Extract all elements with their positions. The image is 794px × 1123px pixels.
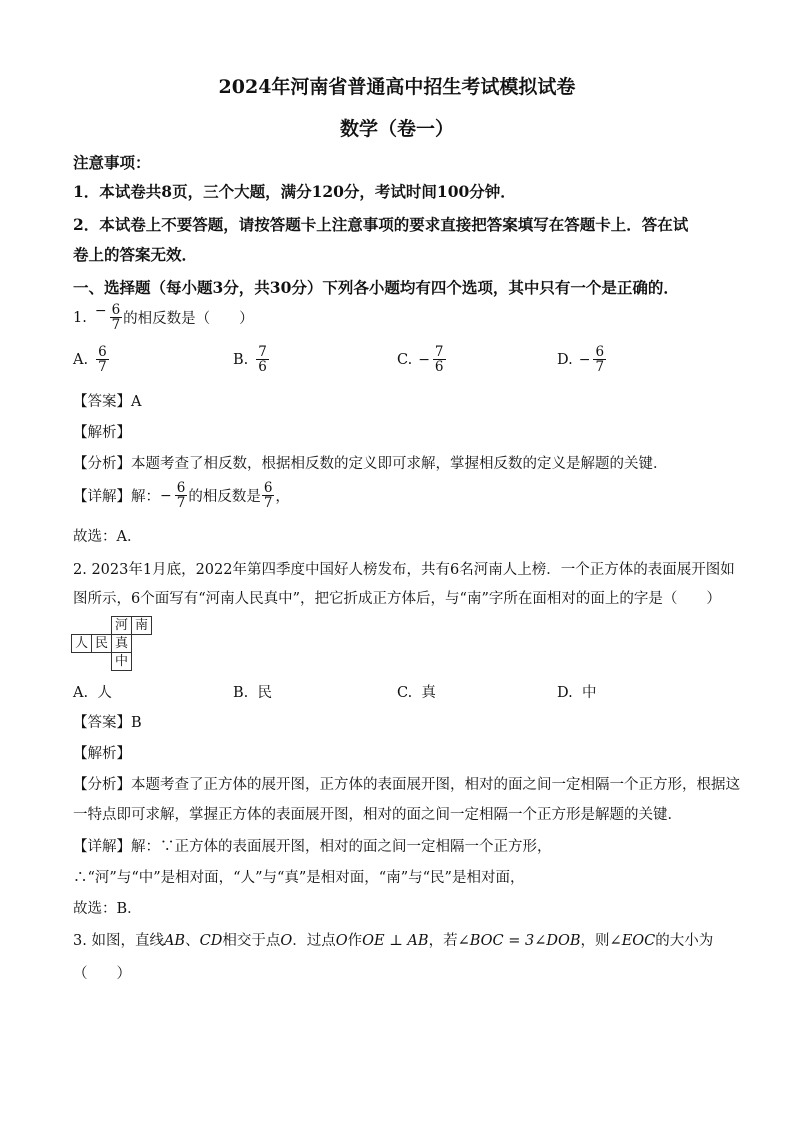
- answer-line-1: [73, 390, 141, 411]
- denominator: 7: [98, 359, 107, 376]
- negative-sign: −: [418, 351, 430, 368]
- detail-mid: 的相反数是: [188, 489, 261, 506]
- fraction: [110, 303, 123, 332]
- detail-tag: 【详解】: [73, 489, 131, 506]
- fenxi-2-line2: 一特点即可求解，掌握正方体的表面展开图，相对的面之间一定相隔一个正方形是解题的关键．: [73, 807, 682, 823]
- net-cell: 中: [112, 653, 132, 671]
- q2-option-a: [73, 681, 112, 702]
- option-b: [233, 345, 270, 374]
- question-3-line1: [73, 929, 713, 950]
- option-text: 真: [421, 685, 436, 701]
- section-heading: 一、选择题（每小题3分，共30分）下列各小题均有四个选项，其中只有一个是正确的．: [73, 278, 679, 297]
- analysis-tag-1: 【解析】: [73, 425, 131, 441]
- option-fraction: [256, 345, 269, 374]
- q2-option-c: [397, 681, 436, 702]
- question-2-line1: 2. 2023年1月底，2022年第四季度中国好人榜发布，共有6名河南人上榜．一个正方体的表面展开图如: [73, 562, 735, 578]
- q3-sep: 、: [185, 933, 200, 949]
- numerator: 6: [176, 480, 186, 496]
- denominator: 7: [595, 359, 605, 376]
- net-cell: 南: [132, 617, 152, 635]
- answer-tag: 【答案】: [73, 394, 131, 410]
- point-o: O: [280, 933, 293, 949]
- question-number: 3.: [73, 933, 87, 949]
- fenxi-2-line1: [73, 773, 740, 794]
- cube-net: [71, 616, 152, 671]
- line-cd: CD: [199, 933, 223, 949]
- option-text: 民: [257, 685, 272, 701]
- net-cell: 民: [92, 635, 112, 653]
- fenxi-tag: 【分析】: [73, 456, 131, 472]
- q3-text: ，若: [428, 933, 458, 949]
- option-label: A.: [73, 685, 89, 701]
- perpendicular-expr: OE ⊥ AB: [362, 933, 429, 949]
- q3-text: 相交于点: [222, 933, 281, 949]
- q3-text: ．过点: [292, 933, 336, 949]
- q2-option-b: [233, 681, 272, 702]
- denominator: 6: [258, 359, 267, 376]
- q2-option-d: [557, 681, 596, 702]
- option-label: B.: [233, 351, 249, 368]
- question-number: 1.: [73, 309, 87, 326]
- numerator: 6: [595, 344, 605, 360]
- question-2-line2: 图所示，6个面写有“河南人民真中”，把它折成正方体后，与“南”字所在面相对的面上的字是（ ）: [73, 591, 721, 607]
- detail-end: ，: [275, 489, 290, 506]
- option-text: 人: [97, 685, 112, 701]
- q3-text: ，则: [580, 933, 610, 949]
- point-o: O: [335, 933, 348, 949]
- answer-value: B: [131, 715, 142, 731]
- fenxi-text: 本题考查了相反数，根据相反数的定义即可求解，掌握相反数的定义是解题的关键．: [131, 456, 668, 472]
- option-label: D.: [557, 685, 573, 701]
- option-d: [557, 345, 607, 374]
- detail-prefix: 解：: [131, 489, 160, 506]
- analysis-tag-2: 【解析】: [73, 746, 131, 762]
- detail-tag: 【详解】: [73, 839, 131, 855]
- question-1-stem: [73, 303, 254, 332]
- fraction: [175, 481, 188, 510]
- denominator: 7: [176, 495, 186, 512]
- option-label: C.: [397, 685, 413, 701]
- question-3-line2: （ ）: [73, 966, 131, 982]
- angle-equation: ∠BOC = 3∠DOB: [457, 933, 581, 949]
- q3-text: 作: [347, 933, 363, 949]
- notice-item-1: 1．本试卷共8页，三个大题，满分120分，考试时间100分钟．: [73, 182, 516, 201]
- option-label: B.: [233, 685, 249, 701]
- detail-2: [73, 835, 552, 856]
- notice-heading: 注意事项：: [73, 153, 151, 172]
- option-a: [73, 345, 110, 374]
- fraction: [262, 481, 275, 510]
- net-cell: 河: [112, 617, 132, 635]
- option-fraction: [433, 345, 446, 374]
- numerator: 6: [111, 302, 121, 318]
- negative-sign: −: [94, 303, 107, 319]
- line-ab: AB: [163, 933, 186, 949]
- q3-text: 的大小为: [655, 933, 714, 949]
- therefore-2: ∴“河”与“中”是相对面，“人”与“真”是相对面，“南”与“民”是相对面，: [73, 870, 525, 886]
- option-c: [397, 345, 447, 374]
- answer-line-2: [73, 711, 142, 732]
- denominator: 7: [263, 495, 273, 512]
- angle-eoc: ∠EOC: [609, 933, 656, 949]
- numerator: 6: [98, 344, 107, 360]
- detail-1: [73, 481, 290, 510]
- question-text: 的相反数是（ ）: [123, 311, 254, 328]
- q3-text: 如图，直线: [91, 933, 164, 949]
- negative-sign: −: [160, 487, 172, 504]
- numerator: 7: [258, 344, 267, 360]
- option-label: C.: [397, 351, 413, 368]
- denominator: 6: [434, 359, 444, 376]
- option-text: 中: [581, 685, 597, 701]
- fenxi-text: 本题考查了正方体的展开图，正方体的表面展开图，相对的面之间一定相隔一个正方形，根据这: [131, 777, 740, 793]
- option-fraction: [593, 345, 606, 374]
- notice-item-2-line1: 2．本试卷上不要答题，请按答题卡上注意事项的要求直接把答案填写在答题卡上．答在试: [73, 215, 689, 234]
- detail-text: 解：∵正方体的表面展开图，相对的面之间一定相隔一个正方形，: [131, 839, 552, 855]
- option-label: A.: [73, 351, 89, 368]
- conclusion-2: 故选：B．: [73, 901, 142, 917]
- denominator: 7: [111, 317, 121, 334]
- notice-item-2-line2: 卷上的答案无效．: [73, 245, 198, 264]
- net-cell: 真: [112, 635, 132, 653]
- numerator: 6: [263, 480, 273, 496]
- negative-sign: −: [578, 351, 591, 368]
- answer-value: A: [131, 394, 142, 410]
- net-cell: 人: [72, 635, 92, 653]
- fenxi-tag: 【分析】: [73, 777, 131, 793]
- page-title: 2024年河南省普通高中招生考试模拟试卷: [218, 76, 576, 98]
- option-fraction: [96, 345, 109, 374]
- page-subtitle: 数学（卷一）: [339, 118, 454, 140]
- answer-tag: 【答案】: [73, 715, 131, 731]
- numerator: 7: [434, 344, 444, 360]
- conclusion-1: 故选：A．: [73, 529, 142, 545]
- option-label: D.: [557, 351, 573, 368]
- fenxi-1: [73, 452, 668, 473]
